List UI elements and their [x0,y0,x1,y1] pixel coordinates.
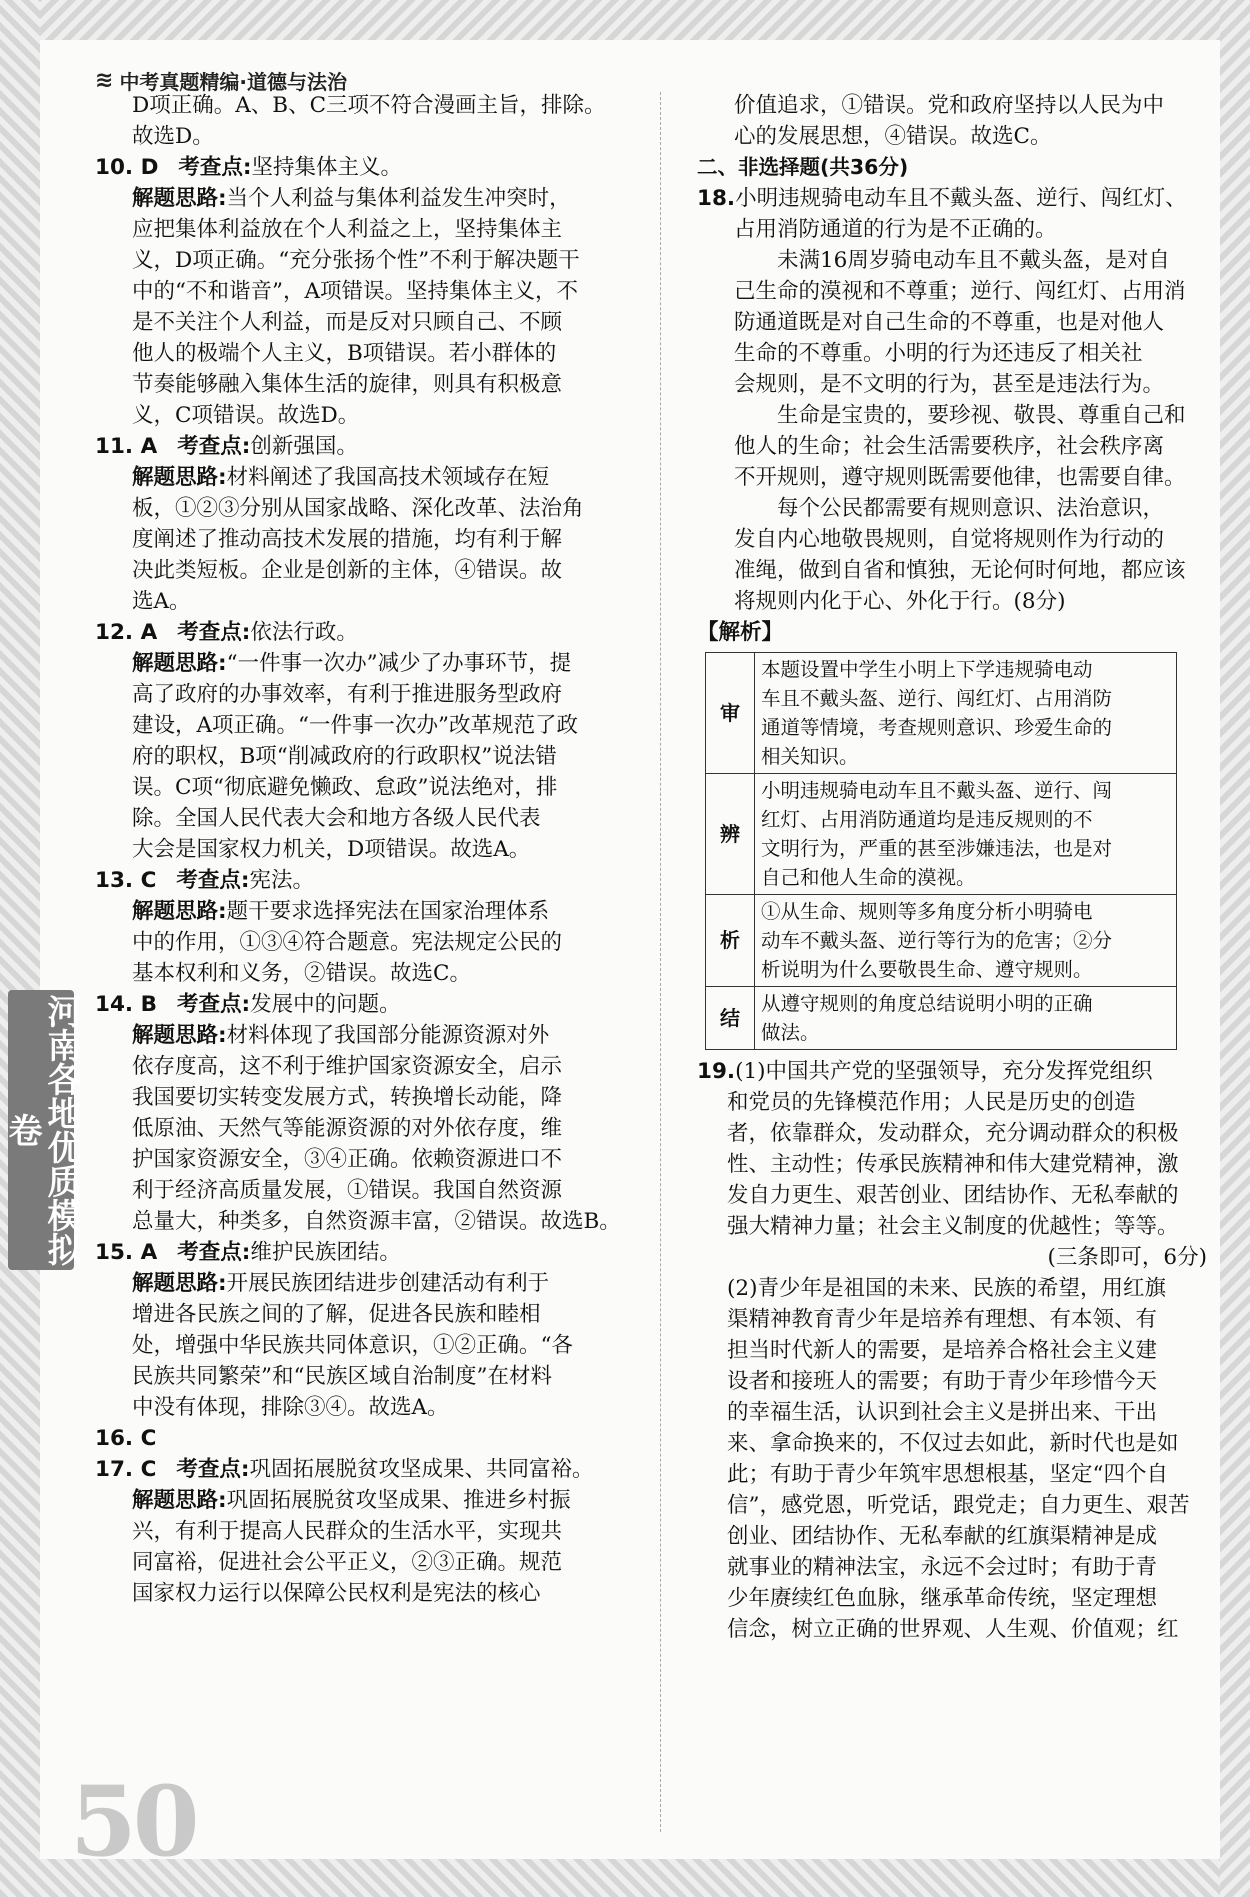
q19-part1-score: (三条即可，6分) [1047,1245,1207,1270]
q19-part1-text: 发自力更生、艰苦创业、团结协作、无私奉献的 [727,1183,1179,1208]
explanation-line [95,741,637,772]
explanation-line [95,276,637,307]
solution-label: 解题思路: [132,1271,227,1296]
q19-part2-line: 来、拿命换来的，不仅过去如此，新时代也是如 [727,1431,1179,1456]
question-item-header [95,152,637,183]
q19-part2-line: 就事业的精神法宝，永远不会过时；有助于青 [727,1555,1158,1580]
key-point-text: 创新强国。 [250,434,358,459]
key-point-label: 考查点: [178,155,252,180]
q19-part1-text: 者，依靠群众，发动群众，充分调动群众的积极 [727,1121,1179,1146]
analysis-content [755,987,1177,1050]
explanation-text: 高了政府的办事效率，有利于推进服务型政府 [132,682,563,707]
q18-paragraph-line: 他人的生命；社会生活需要秩序，社会秩序离 [734,434,1165,459]
left-column [95,90,637,1609]
explanation-line [95,1516,637,1547]
wave-lines-icon: ≋ [95,68,112,93]
q18-answer-text: 占用消防通道的行为是不正确的。 [734,217,1057,242]
explanation-line [95,1578,637,1609]
explanation-line [95,803,637,834]
q18-paragraph-line: 生命是宝贵的，要珍视、敬畏、尊重自己和 [777,403,1186,428]
q19-part2-line: 渠精神教育青少年是培养有理想、有本领、有 [727,1307,1158,1332]
explanation-text: 大会是国家权力机关，D项错误。故选A。 [132,837,531,862]
explanation-text: 建设，A项正确。“一件事一次办”改革规范了政 [132,713,579,738]
explanation-line [95,1020,637,1051]
explanation-text: 度阐述了推动高技术发展的措施，均有利于解 [132,527,563,552]
explanation-text: 依存度高，这不利于维护国家资源安全，启示 [132,1054,563,1079]
question-number: 16. C [95,1426,157,1451]
explanation-line [95,1082,637,1113]
explanation-line [95,493,637,524]
analysis-line: 相关知识。 [761,745,859,768]
key-point-label: 考查点: [176,868,250,893]
q18-paragraph-line: 每个公民都需要有规则意识、法治意识， [777,496,1165,521]
explanation-text: 总量大，种类多，自然资源丰富，②错误。故选B。 [132,1209,621,1234]
analysis-key: 审 [706,653,755,774]
explanation-line [95,400,637,431]
key-point-text: 依法行政。 [250,620,358,645]
explanation-line [95,1485,637,1516]
explanation-text: 中没有体现，排除③④。故选A。 [132,1395,449,1420]
explanation-line [95,710,637,741]
analysis-key: 结 [706,987,755,1050]
solution-label: 解题思路: [132,1023,227,1048]
analysis-line: 通道等情境，考查规则意识、珍爱生命的 [761,716,1113,739]
explanation-text: 板，①②③分别从国家战略、深化改革、法治角 [132,496,584,521]
analysis-line: 从遵守规则的角度总结说明小明的正确 [761,992,1093,1015]
q18-paragraph-line: 将规则内化于心、外化于行。(8分) [734,589,1066,614]
explanation-text: 误。C项“彻底避免懒政、怠政”说法绝对，排 [132,775,558,800]
q19-part1-line [697,1118,1207,1149]
explanation-text: 除。全国人民代表大会和地方各级人民代表 [132,806,541,831]
q19-part2-line: (2)青少年是祖国的未来、民族的希望，用红旗 [727,1276,1166,1301]
key-point-label: 考查点: [177,434,251,459]
explanation-text: 兴，有利于提高人民群众的生活水平，实现共 [132,1519,563,1544]
explanation-line [95,1206,637,1237]
key-point-label: 考查点: [177,620,251,645]
explanation-text: 增进各民族之间的了解，促进各民族和睦相 [132,1302,541,1327]
question-number: 17. C [95,1457,157,1482]
explanation-text: 材料体现了我国部分能源资源对外 [226,1023,550,1048]
q19-part2-line: 信”，感党恩，听党话，跟党走；自力更生、艰苦 [727,1493,1190,1518]
explanation-line [95,772,637,803]
explanation-line [95,648,637,679]
continued-line: 心的发展思想，④错误。故选C。 [734,124,1052,149]
analysis-content [755,653,1177,774]
intro-line: 故选D。 [132,124,214,149]
analysis-content [755,774,1177,895]
explanation-text: 中的“不和谐音”，A项错误。坚持集体主义，不 [132,279,579,304]
analysis-line: 车且不戴头盔、逆行、闯红灯、占用消防 [761,687,1113,710]
q18-paragraph-line: 发自内心地敬畏规则，自觉将规则作为行动的 [734,527,1165,552]
analysis-line: 本题设置中学生小明上下学违规骑电动 [761,658,1093,681]
q18-paragraph-line: 生命的不尊重。小明的行为还违反了相关社 [734,341,1143,366]
explanation-line [95,1051,637,1082]
explanation-text: 他人的极端个人主义，B项错误。若小群体的 [132,341,557,366]
explanation-line [95,927,637,958]
q19-part1-line [697,1180,1207,1211]
explanation-text: 民族共同繁荣”和“民族区域自治制度”在材料 [132,1364,552,1389]
side-tab: 河南各地优质模拟卷 [8,990,74,1270]
q19-part2-line: 担当时代新人的需要，是培养合格社会主义建 [727,1338,1158,1363]
explanation-text: 决此类短板。企业是创新的主体，④错误。故 [132,558,563,583]
key-point-label: 考查点: [176,992,251,1017]
explanation-text: 材料阐述了我国高技术领域存在短 [226,465,550,490]
explanation-line [95,245,637,276]
question-number: 18. [697,186,736,211]
analysis-content [755,895,1177,987]
explanation-text: 题干要求选择宪法在国家治理体系 [226,899,550,924]
explanation-text: 节奏能够融入集体生活的旋律，则具有积极意 [132,372,563,397]
explanation-text: 是不关注个人利益，而是反对只顾自己、不顾 [132,310,563,335]
right-column [697,90,1207,1645]
question-item-header [95,1454,637,1485]
analysis-key: 析 [706,895,755,987]
solution-label: 解题思路: [132,465,227,490]
key-point-text: 巩固拓展脱贫攻坚成果、共同富裕。 [249,1457,594,1482]
analysis-key: 辨 [706,774,755,895]
q19-part2-line: 创业、团结协作、无私奉献的红旗渠精神是成 [727,1524,1158,1549]
q19-part1-line [697,1211,1207,1242]
q19-part1-text: 强大精神力量；社会主义制度的优越性；等等。 [727,1214,1179,1239]
question-number: 14. B [95,992,157,1017]
q18-answer-text: 小明违规骑电动车且不戴头盔、逆行、闯红灯、 [735,186,1187,211]
explanation-text: 同富裕，促进社会公平正义，②③正确。规范 [132,1550,563,1575]
explanation-line [95,462,637,493]
explanation-line [95,1113,637,1144]
explanation-line [95,183,637,214]
key-point-text: 宪法。 [249,868,314,893]
explanation-line [95,1547,637,1578]
explanation-text: 当个人利益与集体利益发生冲突时， [226,186,571,211]
q18-paragraph-line: 不开规则，遵守规则既需要他律，也需要自律。 [734,465,1186,490]
question-item-header [95,1237,637,1268]
explanation-text: 义，C项错误。故选D。 [132,403,360,428]
border-right [1220,0,1250,1897]
explanation-text: 我国要切实转变发展方式，转换增长动能，降 [132,1085,563,1110]
explanation-text: 低原油、天然气等能源资源的对外依存度，维 [132,1116,563,1141]
analysis-row [706,987,1177,1050]
question-item-header [95,617,637,648]
q18-paragraph-line: 防通道既是对自己生命的不尊重，也是对他人 [734,310,1165,335]
analysis-line: 文明行为，严重的甚至涉嫌违法，也是对 [761,837,1113,860]
explanation-text: 护国家资源安全，③④正确。依赖资源进口不 [132,1147,563,1172]
question-item-header [95,1423,637,1454]
key-point-text: 坚持集体主义。 [251,155,403,180]
analysis-line: 做法。 [761,1021,820,1044]
question-item-header [95,865,637,896]
explanation-text: “一件事一次办”减少了办事环节，提 [226,651,572,676]
solution-label: 解题思路: [132,1488,227,1513]
border-top [0,0,1250,40]
explanation-text: 应把集体利益放在个人利益之上，坚持集体主 [132,217,563,242]
explanation-line [95,1330,637,1361]
q19-part1-text: (1)中国共产党的坚强领导，充分发挥党组织 [735,1059,1153,1084]
key-point-text: 维护民族团结。 [250,1240,401,1265]
explanation-line [95,834,637,865]
question-number: 12. A [95,620,158,645]
analysis-row [706,774,1177,895]
question-number: 13. C [95,868,157,893]
question-item-header [95,989,637,1020]
q19-part1-line [697,1056,1207,1087]
explanation-line [95,369,637,400]
explanation-line [95,1175,637,1206]
explanation-line [95,338,637,369]
explanation-line [95,1144,637,1175]
analysis-line: 析说明为什么要敬畏生命、遵守规则。 [761,958,1093,981]
q19-part2-line: 设者和接班人的需要；有助于青少年珍惜今天 [727,1369,1158,1394]
header-title: 中考真题精编·道德与法治 [119,70,348,94]
section-title: 二、非选择题(共36分) [697,155,909,179]
explanation-text: 巩固拓展脱贫攻坚成果、推进乡村振 [226,1488,571,1513]
explanation-text: 基本权利和义务，②错误。故选C。 [132,961,471,986]
explanation-line [95,524,637,555]
explanation-text: 府的职权，B项“削减政府的行政职权”说法错 [132,744,557,769]
solution-label: 解题思路: [132,186,227,211]
question-number: 10. D [95,155,159,180]
explanation-line [95,958,637,989]
explanation-line [95,896,637,927]
analysis-label: 【解析】 [697,620,784,645]
analysis-row [706,895,1177,987]
explanation-line [95,1268,637,1299]
explanation-line [95,214,637,245]
explanation-line [95,1299,637,1330]
explanation-text: 中的作用，①③④符合题意。宪法规定公民的 [132,930,563,955]
analysis-line: 动车不戴头盔、逆行等行为的危害；②分 [761,929,1113,952]
explanation-text: 处，增强中华民族共同体意识，①②正确。“各 [132,1333,573,1358]
q19-part2-line: 此；有助于青少年筑牢思想根基，坚定“四个自 [727,1462,1168,1487]
q19-part1-text: 和党员的先锋模范作用；人民是历史的创造 [727,1090,1136,1115]
question-number: 11. A [95,434,158,459]
q18-paragraph-line: 未满16周岁骑电动车且不戴头盔，是对自 [777,248,1170,273]
explanation-text: 国家权力运行以保障公民权利是宪法的核心 [132,1581,541,1606]
column-divider [660,92,661,1832]
solution-label: 解题思路: [132,651,227,676]
explanation-text: 义，D项正确。“充分张扬个性”不利于解决题干 [132,248,580,273]
analysis-line: 自己和他人生命的漠视。 [761,866,976,889]
page-number: 50 [70,1765,196,1878]
q18-answer-line [697,214,1207,245]
key-point-label: 考查点: [177,1240,251,1265]
question-item-header [95,431,637,462]
analysis-line: ①从生命、规则等多角度分析小明骑电 [761,900,1093,923]
intro-line: D项正确。A、B、C三项不符合漫画主旨，排除。 [132,93,606,118]
explanation-text: 开展民族团结进步创建活动有利于 [226,1271,550,1296]
q19-part1-text: 性、主动性；传承民族精神和伟大建党精神，激 [727,1152,1179,1177]
continued-line: 价值追求，①错误。党和政府坚持以人民为中 [734,93,1165,118]
border-left [0,0,40,1897]
q19-part1-line [697,1087,1207,1118]
question-number: 19. [697,1059,736,1084]
analysis-row [706,653,1177,774]
analysis-table [705,652,1177,1050]
explanation-line [95,307,637,338]
q19-part2-line: 信念，树立正确的世界观、人生观、价值观；红 [727,1617,1179,1642]
explanation-line [95,1361,637,1392]
explanation-line [95,679,637,710]
key-point-text: 发展中的问题。 [250,992,401,1017]
q18-paragraph-line: 会规则，是不文明的行为，甚至是违法行为。 [734,372,1165,397]
analysis-line: 红灯、占用消防通道均是违反规则的不 [761,808,1093,831]
explanation-line [95,586,637,617]
solution-label: 解题思路: [132,899,227,924]
key-point-label: 考查点: [176,1457,250,1482]
q19-part1-line [697,1149,1207,1180]
explanation-text: 利于经济高质量发展，①错误。我国自然资源 [132,1178,563,1203]
q19-part2-line: 少年赓续红色血脉，继承革命传统，坚定理想 [727,1586,1158,1611]
question-number: 15. A [95,1240,158,1265]
q18-paragraph-line: 准绳，做到自省和慎独，无论何时何地，都应该 [734,558,1186,583]
q18-paragraph-line: 己生命的漠视和不尊重；逆行、闯红灯、占用消 [734,279,1186,304]
explanation-line [95,1392,637,1423]
q19-part2-line: 的幸福生活，认识到社会主义是拼出来、干出 [727,1400,1158,1425]
explanation-text: 选A。 [132,589,191,614]
q18-answer-line [697,183,1207,214]
analysis-line: 小明违规骑电动车且不戴头盔、逆行、闯 [761,779,1113,802]
explanation-line [95,555,637,586]
